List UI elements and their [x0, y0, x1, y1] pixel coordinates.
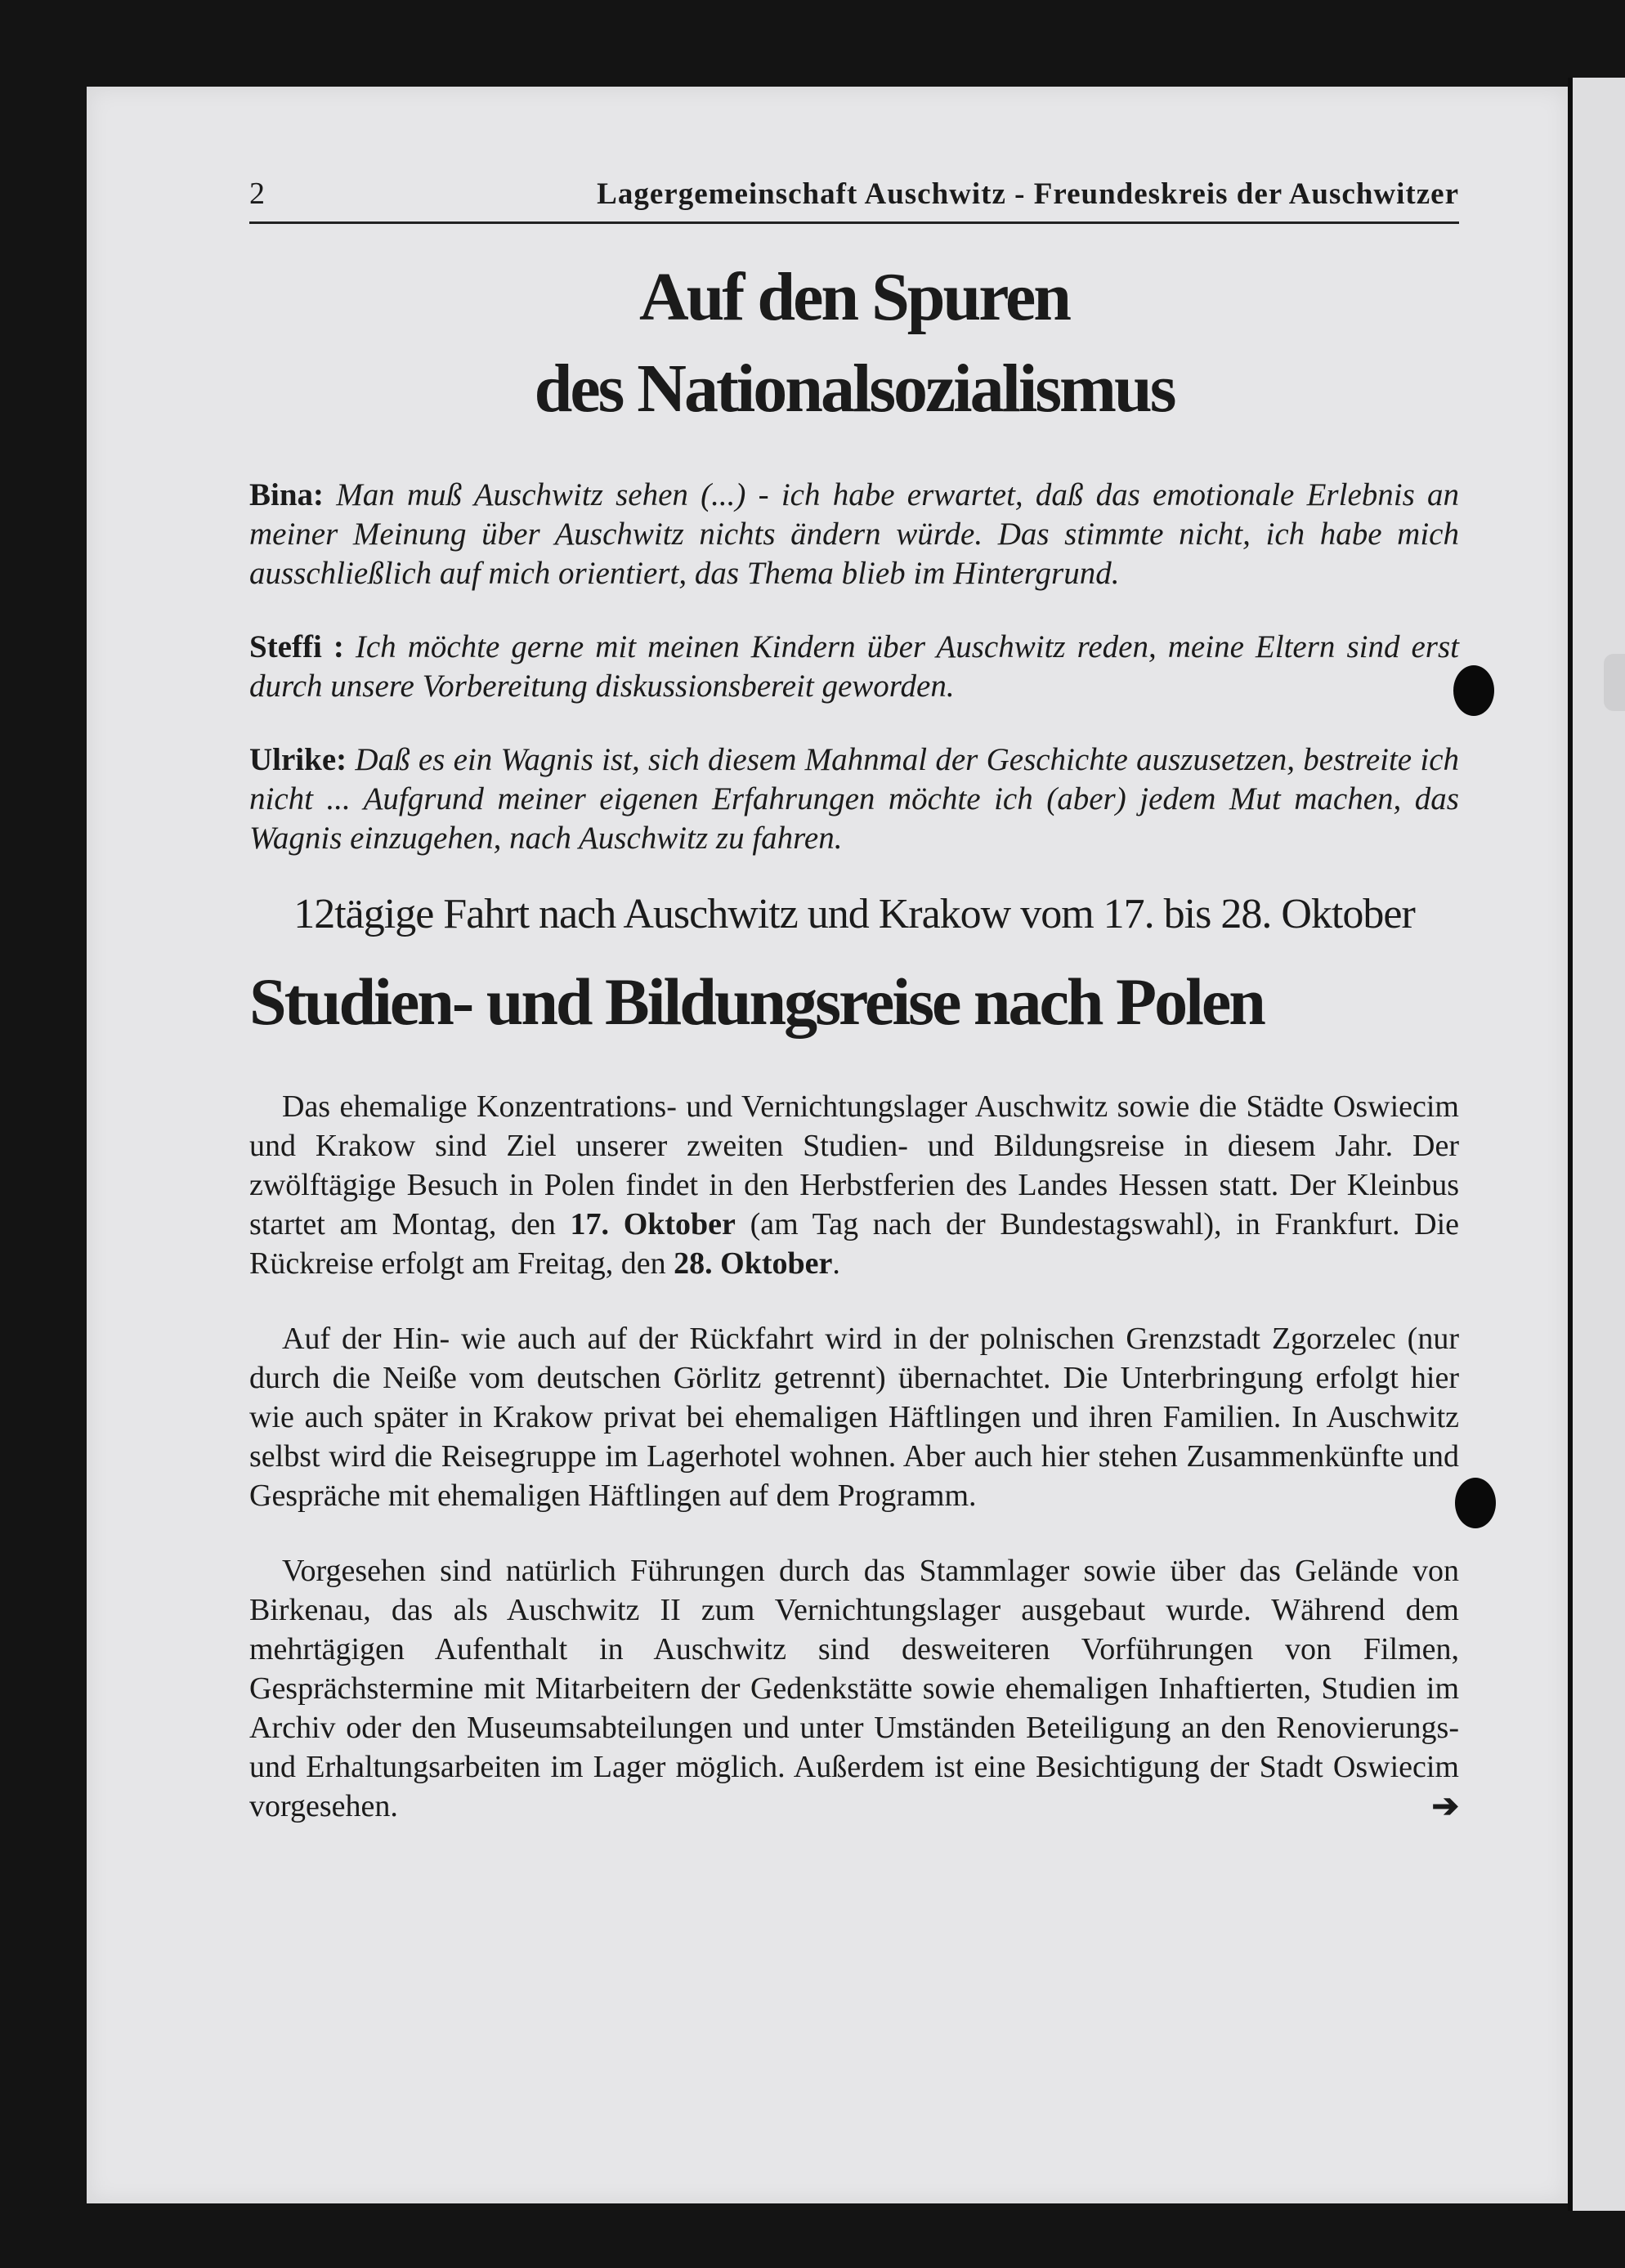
body-paragraph-2: Auf der Hin- wie auch auf der Rückfahrt wird in der polnischen Grenzstadt Zgorzelec (nur durch die Neiße vom deutschen Görlitz getrennt) übernachtet. Die Unterbringung erfolgt hier wie auch später in Krakow privat bei ehemaligen Häftlingen und ihren Familien. In Auschwitz selbst wird die Reisegruppe im Lagerhotel wohnen. Aber auch hier stehen Zusammenkünfte und Gespräche mit ehemaligen Häftlingen auf dem Programm.: [249, 1322, 1459, 1513]
quote-speaker: Bina:: [249, 477, 325, 512]
punch-hole: [1455, 1478, 1496, 1528]
punch-hole: [1453, 665, 1494, 716]
article-heading: Studien- und Bildungsreise nach Polen: [249, 964, 1264, 1039]
quote-ulrike: [249, 740, 1459, 858]
running-header: [249, 176, 1459, 224]
paragraph-text: Vorgesehen sind natürlich Führungen durch das Stammlager sowie über das Gelände von Birkenau, das als Auschwitz II zum Vernichtungslager ausgebaut wurde. Während dem mehrtägigen Aufenthalt in Auschwitz sind desweiteren Vorführungen von Filmen, Gesprächstermine mit Mitarbeitern der Gedenkstätte sowie ehemaligen Inhaftierten, Studien im Archiv oder den Museumsabteilungen und unter Umständen Beteiligung an den Renovierungs- und Erhaltungsarbeiten im Lager möglich. Außerdem ist eine Besichtigung der Stadt Oswiecim vorgesehen.: [249, 1554, 1459, 1823]
quote-speaker: Ulrike:: [249, 742, 347, 777]
body-paragraph-1: [249, 1087, 1459, 1283]
paragraph-text: Das ehemalige Konzentrations- und Vernichtungslager Auschwitz sowie die Städte Oswiecim und Krakow sind Ziel unserer zweiten Studien- und Bildungsreise in diesem Jahr. Der zwölftägige Besuch in Polen findet in den Herbstferien des Landes Hessen statt. Der Kleinbus startet am Montag, den: [249, 1089, 1459, 1241]
continue-arrow-icon: ➔: [1431, 1787, 1459, 1824]
page-tab: [1604, 654, 1625, 711]
running-title: Lagergemeinschaft Auschwitz - Freundeskreis der Auschwitzer: [597, 177, 1459, 211]
article-title-line1: Auf den Spuren: [639, 259, 1069, 335]
body-paragraph-3: [249, 1551, 1459, 1826]
paragraph-text: .: [832, 1246, 840, 1281]
quote-text: Man muß Auschwitz sehen (...) - ich habe erwartet, daß das emotionale Erlebnis an meiner Meinung über Auschwitz nichts ändern würde. Das stimmte nicht, ich habe mich ausschließlich auf mich orientiert, das Thema blieb im Hintergrund.: [249, 477, 1460, 591]
quote-text: Daß es ein Wagnis ist, sich diesem Mahnmal der Geschichte auszusetzen, bestreite ich nicht ... Aufgrund meiner eigenen Erfahrungen möchte ich (aber) jedem Mut machen, das Wagnis einzugehen, nach Auschwitz zu fahren.: [249, 742, 1460, 856]
page-number: 2: [249, 177, 266, 211]
quote-speaker: Steffi :: [249, 629, 344, 664]
article-subtitle: 12tägige Fahrt nach Auschwitz und Krakow vom 17. bis 28. Oktober: [293, 891, 1415, 937]
return-date: 28. Oktober: [674, 1246, 833, 1281]
paragraph-text: (am Tag nach der Bundestagswahl), in Frankfurt. Die Rückreise erfolgt am Freitag, den: [249, 1207, 1460, 1281]
quote-text: Ich möchte gerne mit meinen Kindern über Auschwitz reden, meine Eltern sind erst durch unsere Vorbereitung diskussionsbereit geworden.: [249, 629, 1459, 704]
next-page-edge: [1568, 78, 1625, 2211]
article-title: [249, 252, 1459, 435]
quote-steffi: [249, 628, 1459, 706]
start-date: 17. Oktober: [570, 1207, 736, 1241]
quote-bina: [249, 476, 1459, 593]
article-title-line2: des Nationalsozialismus: [534, 351, 1175, 427]
page-content: [249, 176, 1459, 1826]
